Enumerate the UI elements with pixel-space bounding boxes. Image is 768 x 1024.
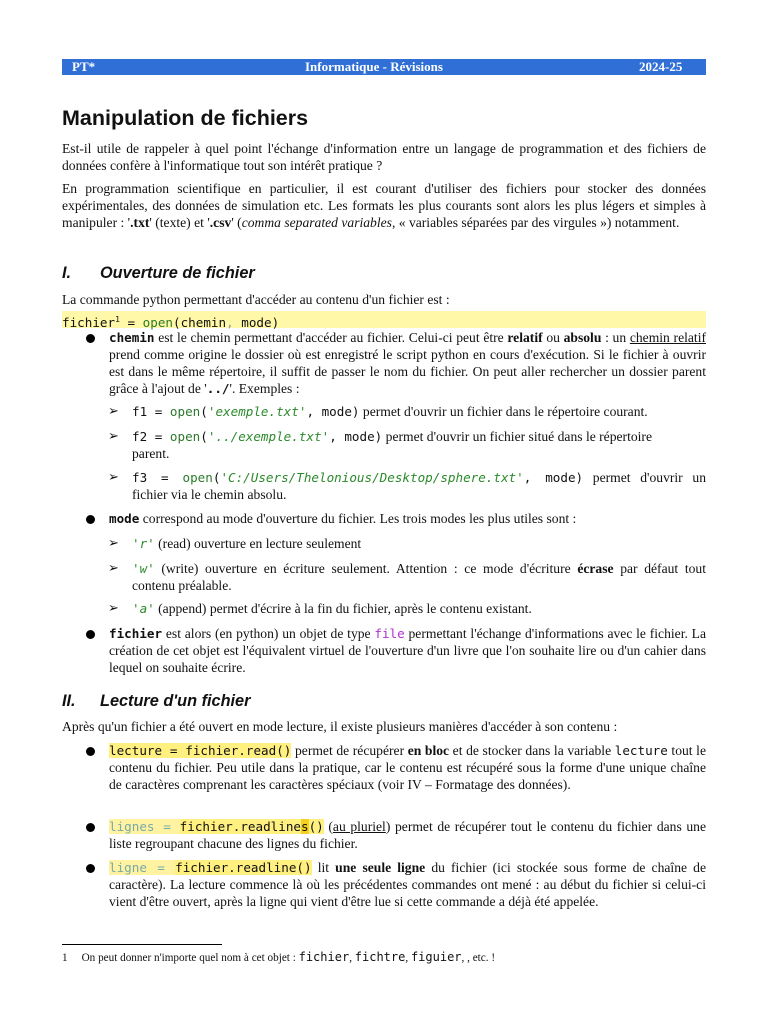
header-year: 2024-25: [639, 59, 683, 74]
bullet-icon: [86, 515, 95, 524]
footnote: 1 On peut donner n'importe quel nom à cet objet : fichier, fichtre, figuier, , etc. !: [62, 950, 496, 964]
intro-paragraph-1: Est-il utile de rappeler à quel point l'échange d'information entre un langage de programmation et des fichiers de données confère à l'informatique tout son intérêt pratique ?: [62, 141, 706, 173]
bullet-icon: [86, 630, 95, 639]
mode-append: 'a' (append) permet d'écrire à la fin du fichier, après le contenu existant.: [132, 601, 532, 616]
page-title: Manipulation de fichiers: [62, 106, 309, 130]
footnote-separator: [62, 944, 222, 945]
arrow-bullet-icon: ➢: [108, 469, 119, 484]
section-1-lead: La commande python permettant d'accéder au contenu d'un fichier est :: [62, 292, 450, 307]
bullet-icon: [86, 747, 95, 756]
readline-description: ligne = fichier.readline() lit une seule ligne du fichier (ici stockée sous forme de chaîne de caractère). La lecture commence là où les précédentes commandes ont mené : au début du fichier si celui-ci vient d'être ouvert, après la ligne qui vient d'être lue si cette commande a déjà été appelée.: [109, 860, 706, 909]
fichier-description: fichier est alors (en python) un objet de type file permettant l'échange d'informations avec le fichier. La création de cet objet est l'équivalent virtuel de l'ouverture d'un livre que l'on souhaite lire ou d'un cahier dans lequel on souhaite écrire.: [109, 626, 707, 675]
bullet-icon: [86, 823, 95, 832]
section-2-heading: II. Lecture d'un fichier: [62, 692, 251, 710]
mode-write: 'w' (write) ouverture en écriture seulement. Attention : ce mode d'écriture écrase par défaut tout contenu préalable.: [132, 561, 706, 593]
arrow-bullet-icon: ➢: [108, 600, 119, 615]
read-description: lecture = fichier.read() permet de récupérer en bloc et de stocker dans la variable lecture tout le contenu du fichier. Peu utile dans la pratique, car le contenu est récupéré sous la forme d'une unique chaîne de caractères comprenant les caractères spéciaux (voir IV – Formatage des données).: [109, 743, 706, 792]
chemin-description: chemin est le chemin permettant d'accéder au fichier. Celui-ci peut être relatif ou absolu : un chemin relatif prend comme origine le dossier où est enregistré le script python en cours d'exécution. Si le fichier à ouvrir est dans le même répertoire, il suffit de passer le nom du fichier. On peut aller rechercher un dossier parent grâce à l'ajout de '../'. Exemples :: [109, 330, 706, 396]
readlines-description: lignes = fichier.readlines() (au pluriel) permet de récupérer tout le contenu du fichier dans une liste regroupant chacune des lignes du fichier.: [109, 819, 706, 851]
mode-description: mode correspond au mode d'ouverture du fichier. Les trois modes les plus utiles sont :: [109, 511, 577, 526]
header-bar: [62, 59, 706, 75]
section-1-heading: I. Ouverture de fichier: [62, 264, 255, 282]
example-f1: f1 = open('exemple.txt', mode) permet d'ouvrir un fichier dans le répertoire courant.: [132, 404, 648, 419]
bullet-icon: [86, 864, 95, 873]
bullet-icon: [86, 334, 95, 343]
section-2-lead: Après qu'un fichier a été ouvert en mode lecture, il existe plusieurs manières d'accéder à son contenu :: [62, 719, 618, 734]
arrow-bullet-icon: ➢: [108, 403, 119, 418]
mode-read: 'r' (read) ouverture en lecture seulement: [132, 536, 362, 551]
intro-paragraph-2: En programmation scientifique en particulier, il est courant d'utiliser des fichiers pour stocker des données expérimentales, des données de simulation etc. Les formats les plus courants sont alors les plus légers et simples à manipuler : '.txt' (texte) et '.csv' (comma separated variables, « variables séparées par des virgules ») notamment.: [62, 181, 706, 230]
header-subject: Informatique - Révisions: [305, 59, 443, 74]
footnote-ref: 1: [115, 315, 120, 324]
example-f3: f3 = open('C:/Users/Thelonious/Desktop/sphere.txt', mode) permet d'ouvrir un fichier via le chemin absolu.: [132, 470, 706, 502]
arrow-bullet-icon: ➢: [108, 428, 119, 443]
open-code-line: fichier$^1$ = open(chemin, mode): [62, 311, 706, 328]
example-f2: f2 = open('../exemple.txt', mode) permet d'ouvrir un fichier situé dans le répertoire parent.: [132, 429, 652, 461]
arrow-bullet-icon: ➢: [108, 535, 119, 550]
header-class: PT*: [72, 59, 96, 74]
arrow-bullet-icon: ➢: [108, 560, 119, 575]
